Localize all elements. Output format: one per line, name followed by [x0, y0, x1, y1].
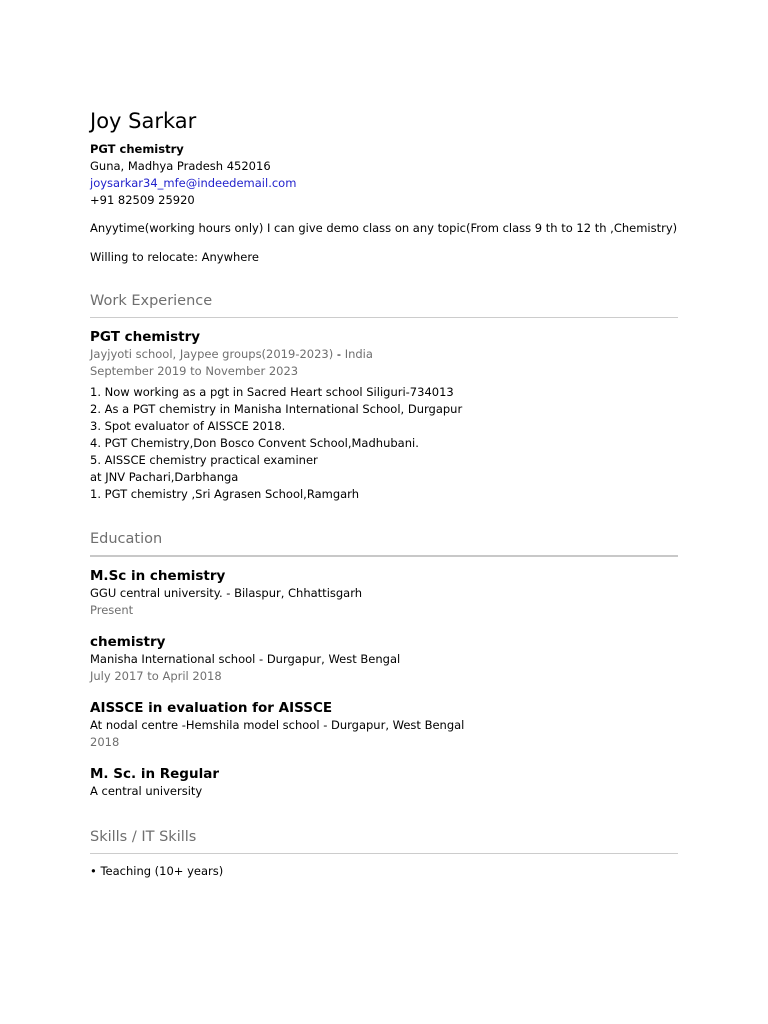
education-title: M. Sc. in Regular: [90, 766, 219, 782]
job-description-line: 4. PGT Chemistry,Don Bosco Convent School,Madhubani.: [90, 436, 419, 450]
education-heading: Education: [90, 531, 163, 547]
job-company-line: [90, 346, 678, 363]
job-dates: September 2019 to November 2023: [90, 364, 299, 378]
work-experience-section: [90, 291, 678, 503]
section-divider: [90, 317, 678, 318]
education-entry: [90, 567, 678, 619]
job-description: [90, 384, 678, 503]
skills-section: [90, 827, 678, 880]
job-description-line: 2. As a PGT chemistry in Manisha International School, Durgapur: [90, 402, 463, 416]
candidate-phone: +91 82509 25920: [90, 193, 195, 207]
skills-heading: Skills / IT Skills: [90, 829, 197, 845]
section-divider: [90, 555, 678, 557]
education-section: [90, 529, 678, 800]
education-school: A central university: [90, 784, 203, 798]
job-description-line: 1. Now working as a pgt in Sacred Heart school Siliguri-734013: [90, 385, 454, 399]
education-entry: [90, 633, 678, 685]
education-school: At nodal centre -Hemshila model school - Durgapur, West Bengal: [90, 718, 465, 732]
candidate-email-link[interactable]: joysarkar34_mfe@indeedemail.com: [90, 176, 297, 190]
education-date: Present: [90, 603, 134, 617]
job-separator: -: [333, 347, 345, 361]
education-title: M.Sc in chemistry: [90, 568, 226, 584]
job-description-line: at JNV Pachari,Darbhanga: [90, 470, 239, 484]
candidate-headline: PGT chemistry: [90, 142, 184, 156]
education-school: GGU central university. - Bilaspur, Chhattisgarh: [90, 586, 363, 600]
candidate-summary: Anyytime(working hours only) I can give demo class on any topic(From class 9 th to 12 th ,Chemistry): [90, 221, 678, 235]
job-title: PGT chemistry: [90, 329, 201, 345]
education-title: AISSCE in evaluation for AISSCE: [90, 700, 333, 716]
job-description-line: 1. PGT chemistry ,Sri Agrasen School,Ramgarh: [90, 487, 359, 501]
job-description-line: 5. AISSCE chemistry practical examiner: [90, 453, 318, 467]
candidate-location: Guna, Madhya Pradesh 452016: [90, 159, 271, 173]
job-location: India: [344, 347, 373, 361]
candidate-name: Joy Sarkar: [90, 109, 197, 133]
section-divider: [90, 853, 678, 854]
skill-item: • Teaching (10+ years): [90, 864, 224, 878]
job-entry: [90, 328, 678, 503]
education-entry: [90, 765, 678, 800]
relocate-preference: Willing to relocate: Anywhere: [90, 250, 259, 264]
resume-page: [90, 108, 678, 880]
education-entry: [90, 699, 678, 751]
education-date: 2018: [90, 735, 120, 749]
work-experience-heading: Work Experience: [90, 293, 213, 309]
education-date: July 2017 to April 2018: [90, 669, 222, 683]
education-title: chemistry: [90, 634, 166, 650]
education-school: Manisha International school - Durgapur, West Bengal: [90, 652, 401, 666]
job-company: Jayjyoti school, Jaypee groups(2019-2023): [90, 347, 334, 361]
job-description-line: 3. Spot evaluator of AISSCE 2018.: [90, 419, 286, 433]
